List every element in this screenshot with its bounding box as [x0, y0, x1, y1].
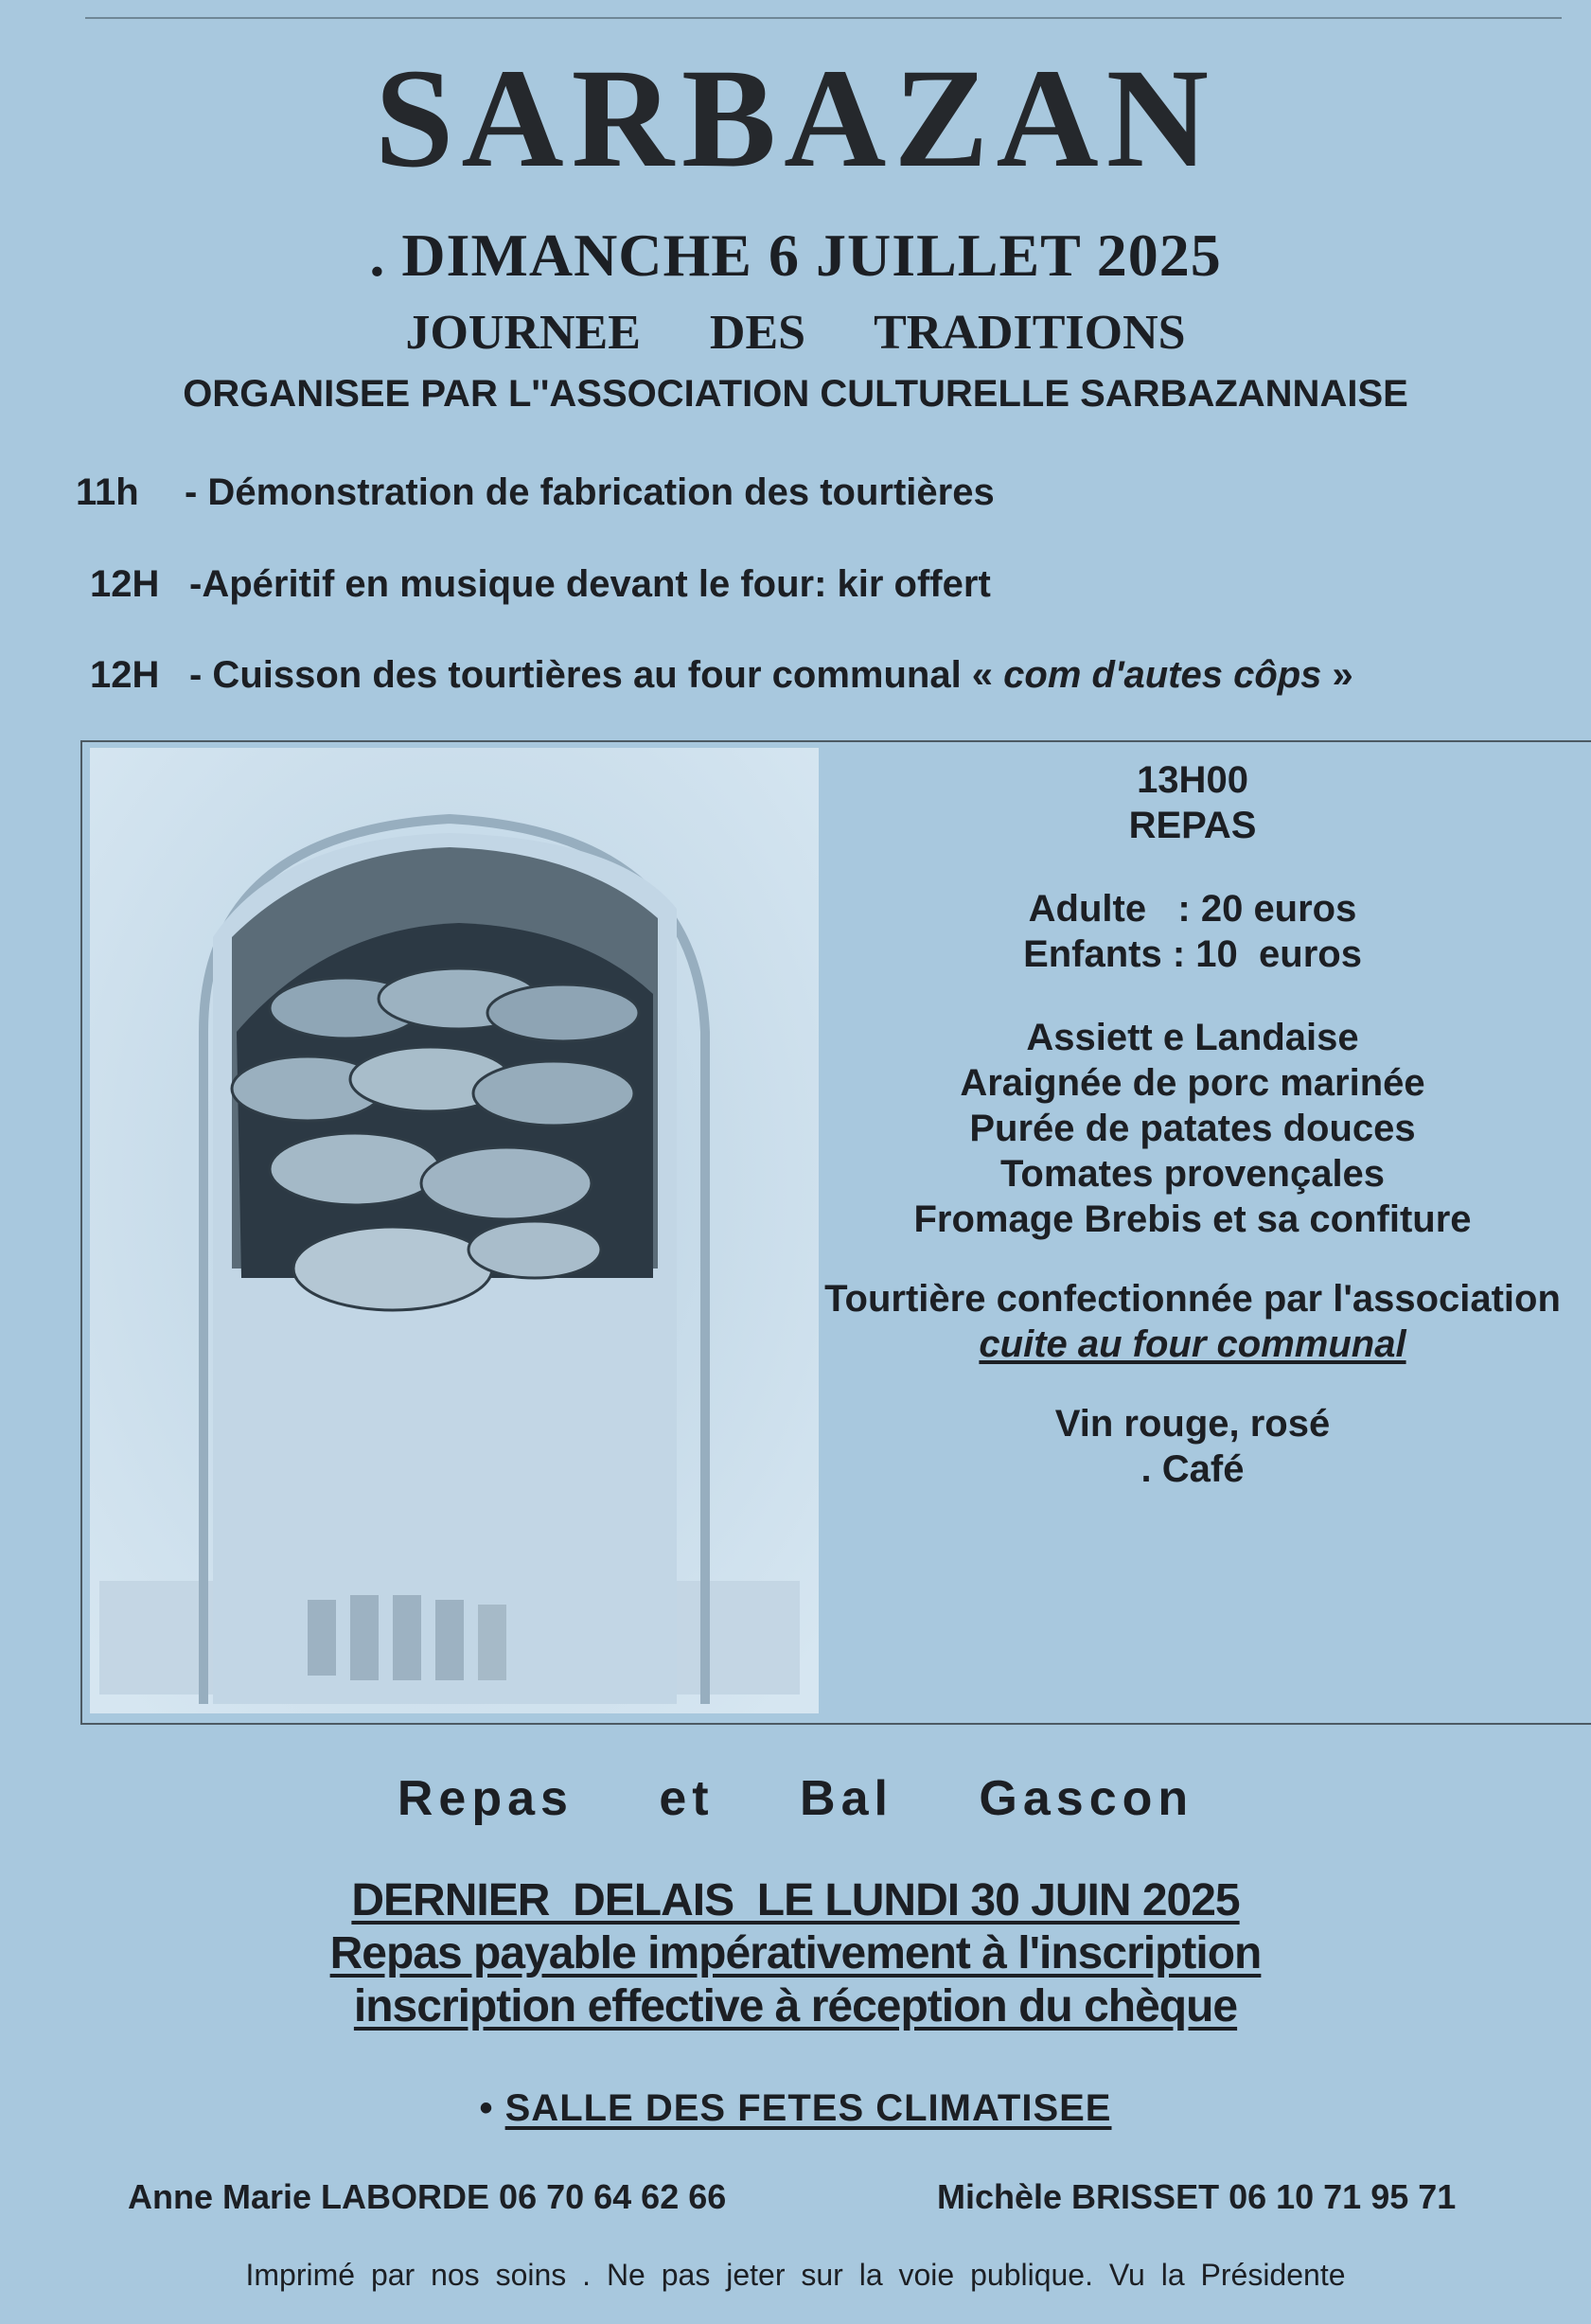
meal-time: 13H00	[1137, 759, 1248, 801]
contact-laborde: Anne Marie LABORDE 06 70 64 62 66	[128, 2177, 727, 2216]
deadline-block	[0, 1874, 1591, 2033]
deadline-date: DERNIER DELAIS LE LUNDI 30 JUIN 2025	[351, 1875, 1240, 1925]
schedule-item	[90, 565, 1510, 603]
menu-item: Assiett e Landaise	[1026, 1017, 1359, 1058]
dessert: Tourtière confectionnée par l'association	[824, 1278, 1561, 1320]
organizer: ORGANISEE PAR L''ASSOCIATION CULTURELLE SARBAZANNAISE	[183, 373, 1408, 415]
price-child: Enfants : 10 euros	[1023, 933, 1362, 975]
payment-note: Repas payable impérativement à l'inscription	[329, 1928, 1262, 1978]
inscription-note: inscription effective à réception du chèque	[353, 1981, 1238, 2031]
menu-item: Tomates provençales	[999, 1153, 1386, 1195]
contact-brisset: Michèle BRISSET 06 10 71 95 71	[937, 2177, 1457, 2216]
menu-item: Fromage Brebis et sa confiture	[913, 1198, 1472, 1240]
schedule-time: 11h	[76, 471, 139, 513]
schedule-activity: -Apéritif en musique devant le four: kir offert	[189, 563, 991, 605]
poster-title: SARBAZAN	[374, 40, 1217, 197]
price-adult: Adulte : 20 euros	[1028, 888, 1357, 930]
schedule-item	[76, 473, 1495, 511]
menu-item: Purée de patates douces	[969, 1108, 1416, 1149]
meal-menu	[814, 757, 1571, 1492]
dessert-note: cuite au four communal	[979, 1323, 1406, 1365]
bal-heading: Repas et Bal Gascon	[397, 1771, 1194, 1826]
schedule-time: 12H	[90, 654, 160, 696]
schedule-item	[90, 656, 1510, 694]
schedule-activity: - Démonstration de fabrication des tourtières	[185, 471, 995, 513]
schedule-activity: - Cuisson des tourtières au four communal « com d'autes côps »	[189, 654, 1353, 696]
event-date: . DIMANCHE 6 JUILLET 2025	[369, 222, 1222, 289]
oven-photo	[90, 748, 819, 1713]
drinks: Vin rouge, rosé	[1054, 1403, 1331, 1445]
venue-text: SALLE DES FETES CLIMATISEE	[504, 2087, 1112, 2129]
footer-note: Imprimé par nos soins . Ne pas jeter sur la voie publique. Vu la Présidente	[245, 2258, 1346, 2292]
menu-item: Araignée de porc marinée	[960, 1062, 1425, 1104]
meal-label: REPAS	[1128, 805, 1257, 846]
schedule-quote: com d'autes côps	[1003, 654, 1322, 696]
schedule-time: 12H	[90, 563, 160, 605]
event-name: JOURNEE DES TRADITIONS	[405, 306, 1186, 360]
coffee: . Café	[1140, 1448, 1245, 1490]
venue	[0, 2087, 1591, 2130]
top-rule	[85, 17, 1562, 19]
bullet: •	[479, 2087, 494, 2129]
